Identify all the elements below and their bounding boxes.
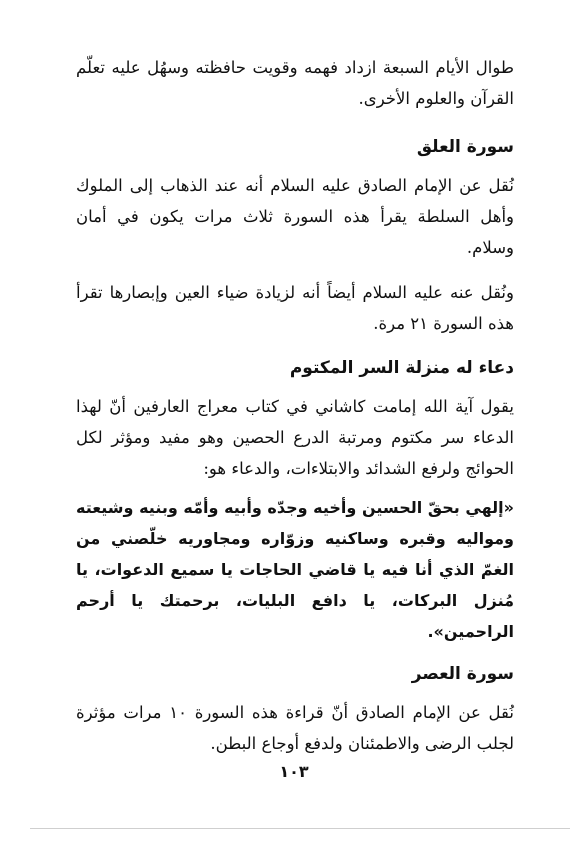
paragraph-al-asr: نُقل عن الإمام الصادق أنّ قراءة هذه السورة ١٠ مرات مؤثرة لجلب الرضى والاطمئنان ولدفع أوجاع البطن. (76, 703, 514, 753)
heading-hidden-secret-prayer: دعاء له منزلة السر المكتوم (289, 358, 514, 378)
paragraph-prayer-intro: يقول آية الله إمامت كاشاني في كتاب معراج العارفين أنّ لهذا الدعاء سر مكتوم ومرتبة الدرع الحصين وهو مفيد ومؤثر لكل الحوائج ولرفع الشدائد والابتلاءات، والدعاء هو: (76, 397, 514, 478)
paragraph-intro-continuation: طوال الأيام السبعة ازداد فهمه وقويت حافظته وسهُل عليه تعلّم القرآن والعلوم الأخرى. (76, 58, 514, 108)
paragraph-al-alaq-kings: نُقل عن الإمام الصادق عليه السلام أنه عند الذهاب إلى الملوك وأهل السلطة يقرأ هذه السورة ثلاث مرات يكون في أمان وسلام. (76, 176, 514, 257)
paragraph-prayer-text: «إلهي بحقّ الحسين وأخيه وجدّه وأبيه وأمّه وبنيه وشيعته ومواليه وقبره وساكنيه وزوّاره ومجاوريه خلّصني من الغمّ الذي أنا فيه يا قاضي الحاجات يا سميع الدعوات، يا مُنزل البركات، يا دافع البليات، برحمتك يا أرحم الراحمين». (76, 498, 514, 641)
heading-surat-al-asr: سورة العصر (411, 664, 514, 684)
paragraph-al-alaq-eyesight: ونُقل عنه عليه السلام أيضاً أنه لزيادة ضياء العين وإبصارها تقرأ هذه السورة ٢١ مرة. (76, 283, 514, 333)
heading-surat-al-alaq: سورة العلق (416, 137, 514, 157)
bottom-rule (30, 828, 570, 829)
page-number: ١٠٣ (279, 762, 309, 781)
page-body (76, 52, 514, 759)
